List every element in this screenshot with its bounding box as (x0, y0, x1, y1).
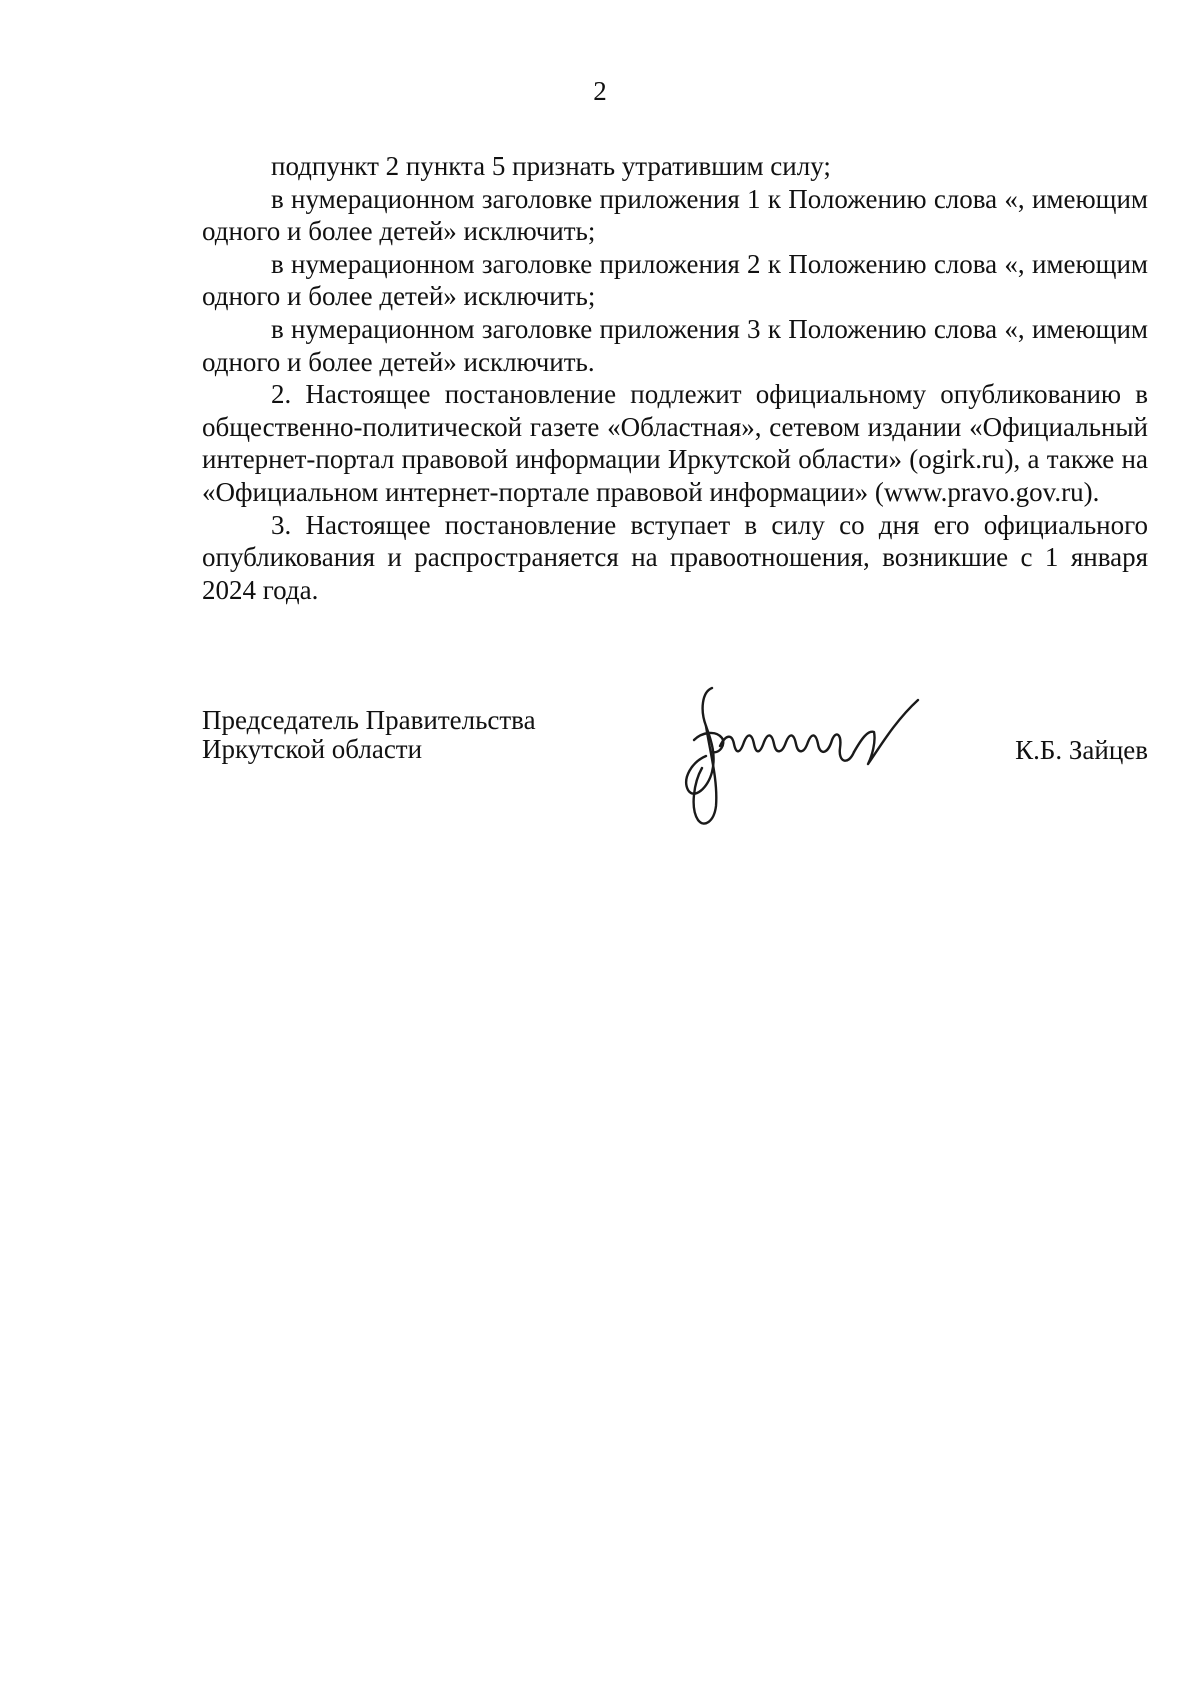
paragraph-publication: 2. Настоящее постановление подлежит официальному опубликованию в общественно-политической газете «Областная», сетевом издании «Официальный интернет-портал правовой информации Иркутской области» (ogirk.ru), а также на «Официальном интернет-портале правовой информации» (www.pravo.gov.ru). (202, 379, 1148, 507)
paragraph-appendix-1-heading: в нумерационном заголовке приложения 1 к Положению слова «, имеющим одного и более детей» исключить; (202, 183, 1148, 247)
paragraph-appendix-3-heading: в нумерационном заголовке приложения 3 к Положению слова «, имеющим одного и более детей» исключить. (202, 313, 1148, 377)
paragraph-entry-into-force: 3. Настоящее постановление вступает в силу со дня его официального опубликования и распространяется на правоотношения, возникшие с 1 января 2024 года. (202, 509, 1148, 605)
handwritten-signature-icon (672, 682, 932, 832)
paragraph-appendix-2-heading: в нумерационном заголовке приложения 2 к Положению слова «, имеющим одного и более детей» исключить; (202, 248, 1148, 312)
signer-position-line-2: Иркутской области (202, 734, 423, 764)
signer-name: К.Б. Зайцев (1015, 735, 1148, 765)
signer-position-line-1: Председатель Правительства (202, 705, 536, 735)
signature-block (202, 706, 1148, 846)
document-body (202, 150, 1148, 606)
signer-position (202, 706, 536, 764)
page-number: 2 (593, 76, 607, 106)
paragraph-subitem-repeal: подпункт 2 пункта 5 признать утратившим силу; (271, 151, 831, 181)
